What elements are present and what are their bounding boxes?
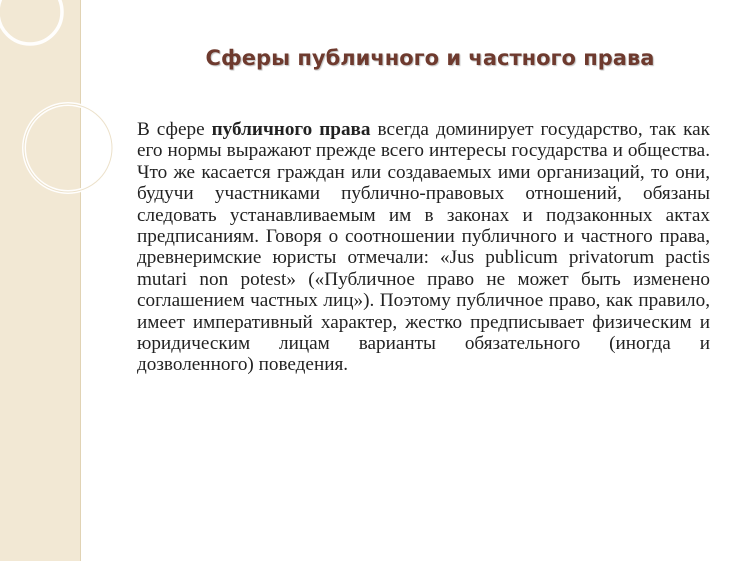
body-paragraph [137,119,710,376]
paragraph-text-rest: всегда доминирует государство, так как его нормы выражают прежде всего интересы государства и общества. Что же касается граждан или создаваемых ими организаций, то они, будучи участниками публично-правовых отношений, обязаны следовать устанавливаемым им в законах и подзаконных актах предписаниям. Говоря о соотношении публичного и частного права, древнеримские юристы отмечали: «Jus publicum privatorum pactis mutari non potest» («Публичное право не может быть изменено соглашением частных лиц»). Поэтому публичное право, как правило, имеет императивный характер, жестко предписывает физическим и юридическим лицам варианты обязательного (иногда и дозволенного) поведения. [137,119,710,376]
decorative-circles-icon [0,0,130,220]
paragraph-text-start: В сфере [137,119,212,140]
slide-title: Сферы публичного и частного права [205,46,655,70]
paragraph-emphasis: публичного права [211,119,371,140]
